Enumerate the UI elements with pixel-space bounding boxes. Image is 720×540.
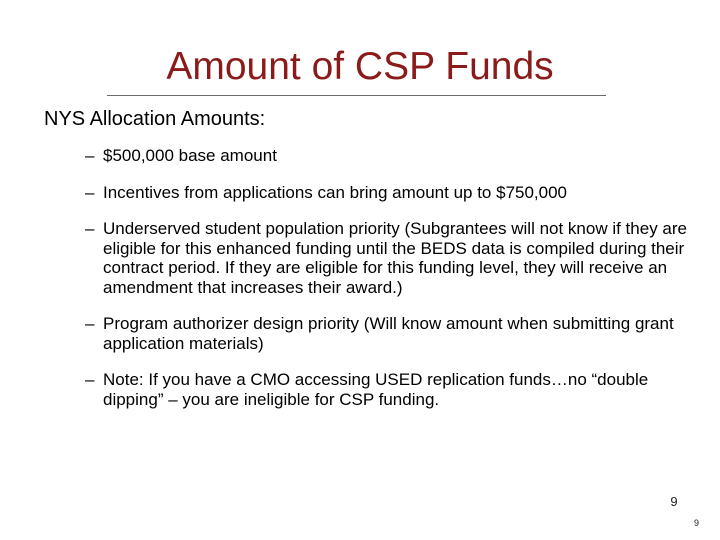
- bullet-item: [85, 370, 697, 409]
- title-divider: [107, 95, 606, 96]
- bullet-dash: –: [85, 146, 95, 165]
- bullet-text: Program authorizer design priority (Will know amount when submitting grant application materials): [103, 314, 674, 353]
- bullet-dash: –: [85, 219, 95, 238]
- slide-number: 9: [670, 494, 678, 509]
- bullet-text: Underserved student population priority (Subgrantees will not know if they are eligible for this enhanced funding until the BEDS data is compiled during their contract period. If they are eligible for this funding level, they will receive an amendment that increases their award.): [103, 219, 687, 297]
- bullet-item: [85, 314, 697, 353]
- bullet-dash: –: [85, 370, 95, 389]
- bullet-dash: –: [85, 314, 95, 333]
- bullet-item: [85, 219, 697, 297]
- bullet-text: Incentives from applications can bring amount up to $750,000: [103, 182, 568, 202]
- bullet-text: Note: If you have a CMO accessing USED replication funds…no “double dipping” – you are ineligible for CSP funding.: [103, 370, 649, 409]
- bullet-list: [85, 146, 697, 426]
- page-number-footer: 9: [694, 518, 700, 528]
- bullet-dash: –: [85, 182, 95, 202]
- slide-title: Amount of CSP Funds: [166, 45, 554, 88]
- bullet-text: $500,000 base amount: [103, 146, 277, 165]
- bullet-item: [85, 146, 697, 166]
- bullet-item: [85, 183, 697, 203]
- section-heading: NYS Allocation Amounts:: [44, 108, 266, 130]
